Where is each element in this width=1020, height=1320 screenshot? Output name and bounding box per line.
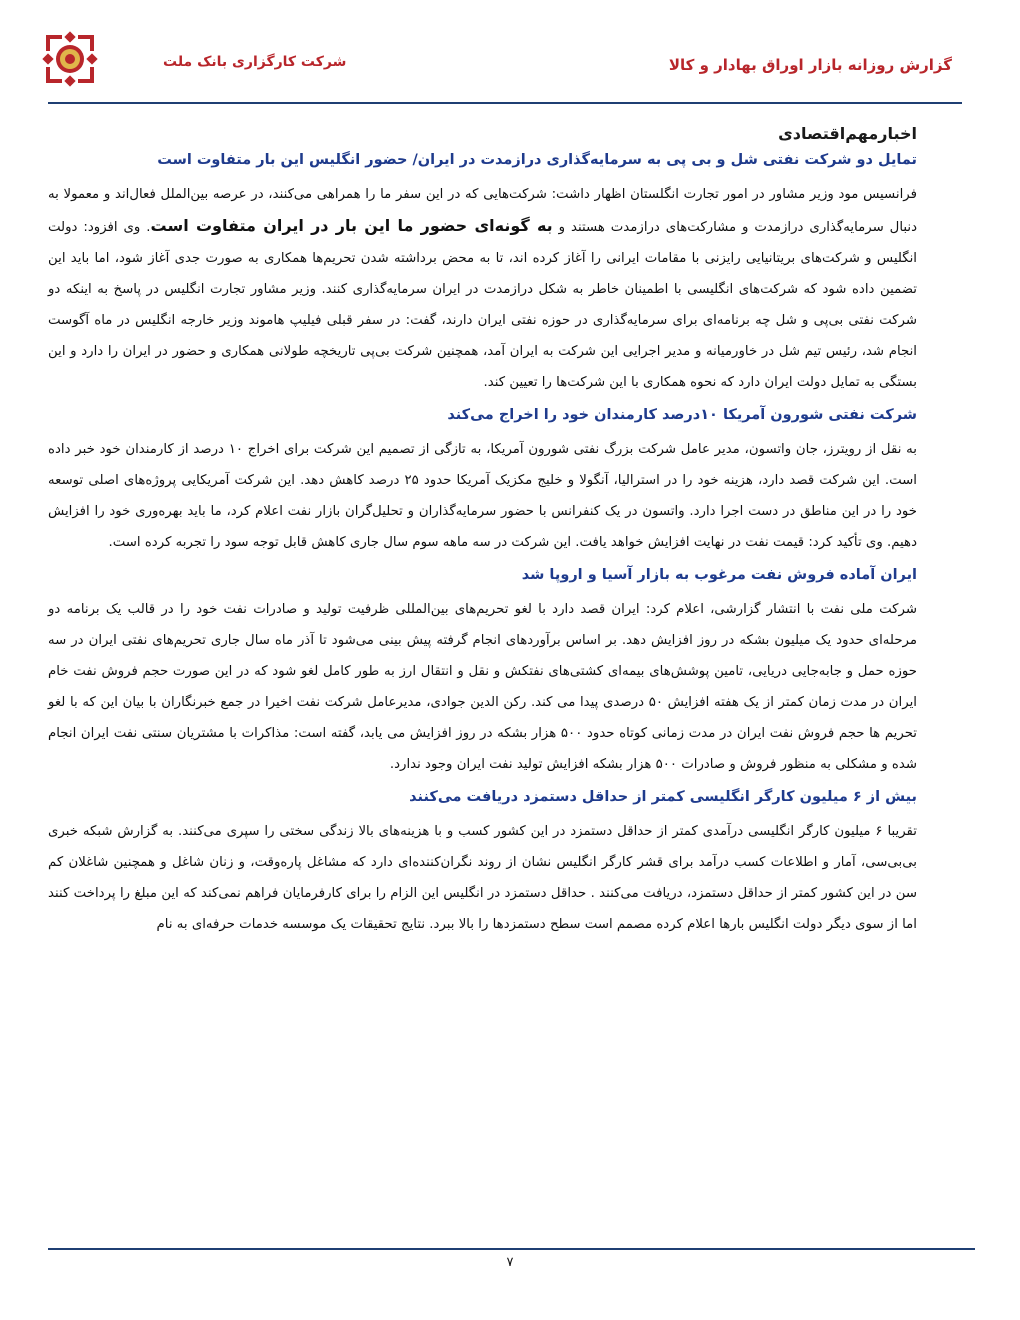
section-label: اخبارمهم‌اقتصادی xyxy=(778,124,917,143)
article-emphasis: به گونه‌ای حضور ما این بار در ایران متفاوت است xyxy=(150,216,553,235)
news-content xyxy=(48,114,917,944)
bank-mellat-logo-icon xyxy=(42,31,98,87)
article-headline: بیش از ۶ میلیون کارگر انگلیسی کمتر از حداقل دستمزد دریافت می‌کنند xyxy=(409,789,917,805)
footer-divider xyxy=(48,1248,975,1250)
article-headline: شرکت نفتی شورون آمریکا ۱۰درصد کارمندان خود را اخراج می‌کند xyxy=(447,407,917,423)
page-number: ۷ xyxy=(506,1255,514,1270)
article-headline: ایران آماده فروش نفت مرغوب به بازار آسیا و اروپا شد xyxy=(521,567,917,583)
header-divider xyxy=(48,102,962,104)
article-headline: تمایل دو شرکت نفتی شل و بی پی به سرمایه‌گذاری درازمدت در ایران/ حضور انگلیس این بار متفاوت است xyxy=(157,152,917,168)
article-body xyxy=(48,179,917,398)
article-body: تقریبا ۶ میلیون کارگر انگلیسی درآمدی کمتر از حداقل دستمزد در این کشور کسب و با هزینه‌های بالا زندگی سختی را سپری می‌کنند. به گزارش شبکه خبری بی‌بی‌سی، آمار و اطلاعات کسب درآمد برای قشر کارگر انگلیس نشان از روند نگران‌کننده‌ای دارد که مشاغل پاره‌وقت، و زنان شاغل و همچنین شاغلان کم سن در این کشور کمتر از حداقل دستمزد، دریافت می‌کنند . حداقل دستمزد در انگلیس این الزام را برای کارفرمایان فراهم نمی‌کند که این مبلغ را پرداخت کنند اما از سوی دیگر دولت انگلیس بارها اعلام کرده مصمم است سطح دستمزدها را بالا ببرد. نتایج تحقیقات یک موسسه خدمات حرفه‌ای به نام xyxy=(48,824,917,932)
company-name: شرکت کارگزاری بانک ملت xyxy=(163,54,347,70)
article-body: به نقل از رویترز، جان واتسون، مدیر عامل شرکت بزرگ نفتی شورون آمریکا، به تازگی از تصمیم این شرکت برای اخراج ۱۰ درصد از کارمندان خود خبر داده است. این شرکت قصد دارد، هزینه خود را در استرالیا، آنگولا و خلیج مکزیک آمریکا حدود ۲۵ درصد کاهش دهد. این شرکت آمریکایی پروژه‌های اصلی توسعه خود را در این مناطق در دست اجرا دارد. واتسون در یک کنفرانس با حضور سرمایه‌گذاران و تحلیل‌گران بازار نفت اعلام کرد، ما باید بهره‌وری خود را افزایش دهیم. وی تأکید کرد: قیمت نفت در نهایت افزایش خواهد یافت. این شرکت در سه ماهه سوم سال جاری کاهش قابل توجه سود را تجربه کرده است. xyxy=(48,442,917,550)
report-title: گزارش روزانه بازار اوراق بهادار و کالا xyxy=(668,56,952,74)
article-body: شرکت ملی نفت با انتشار گزارشی، اعلام کرد: ایران قصد دارد با لغو تحریم‌های بین‌المللی ظرفیت تولید و صادرات نفت خود را در قالب یک برنامه دو مرحله‌ای حدود یک میلیون بشکه در روز افزایش دهد. بر اساس برآوردهای انجام گرفته پیش بینی می‌شود تا آذر ماه سال جاری تحریم‌های نفتی ایران در سه حوزه حمل و جابه‌جایی دریایی، تامین پوشش‌های بیمه‌ای کشتی‌های نفتکش و نقل و انتقال ارز به طور کامل لغو شود که در این صورت حجم فروش نفت خام ایران در مدت زمان کمتر از یک هفته افزایش ۵۰ درصدی پیدا می کند. رکن الدین جوادی، مدیرعامل شرکت نفت اخیرا در جمع خبرنگاران با بیان این که با لغو تحریم ها حجم فروش نفت ایران در مدت زمانی کوتاه حدود ۵۰۰ هزار بشکه در روز افزایش می یابد، گفته است: مذاکرات با مشتریان سنتی نفت ایران انجام شده و مشکلی به منظور فروش و صادرات ۵۰۰ هزار بشکه افزایش تولید نفت ایران وجود ندارد. xyxy=(48,602,917,772)
article-body-text: . وی افزود: دولت انگلیس و شرکت‌های بریتانیایی رایزنی با مقامات ایرانی را آغاز کرده اند، تا به محض برداشته شدن تحریم‌ها همکاری به صورت جدی آغاز شود، اما باید این تضمین داده شود که شرکت‌های انگلیسی با اطمینان خاطر به شکل درازمدت در ایران سرمایه‌گذاری کنند. وزیر مشاور تجارت انگلیس در پاسخ به اینکه دو شرکت نفتی بی‌پی و شل چه برنامه‌ای برای سرمایه‌گذاری در حوزه نفتی ایران دارند، گفت: در سفر قبلی فیلیپ هاموند وزیر خارجه انگلیس در ماه آگوست انجام شد، رئیس تیم شل در خاورمیانه و مدیر اجرایی این شرکت به ایران آمد، همچنین شرکت بی‌پی تاریخچه طولانی همکاری و حضور در ایران را دارد و این بستگی به تمایل دولت ایران دارد که نحوه همکاری با این شرکت‌ها را تعیین کند. xyxy=(48,220,917,390)
article-body-text: فرانسیس مود وزیر مشاور در امور تجارت انگلستان اظهار داشت: شرکت‌هایی که در این سفر ما را همراهی می‌کنند، در عرصه بین‌الملل فعال‌اند و معمولا به دنبال سرمایه‌گذاری درازمدت و مشارکت‌های درازمدت هستند و xyxy=(48,187,918,235)
